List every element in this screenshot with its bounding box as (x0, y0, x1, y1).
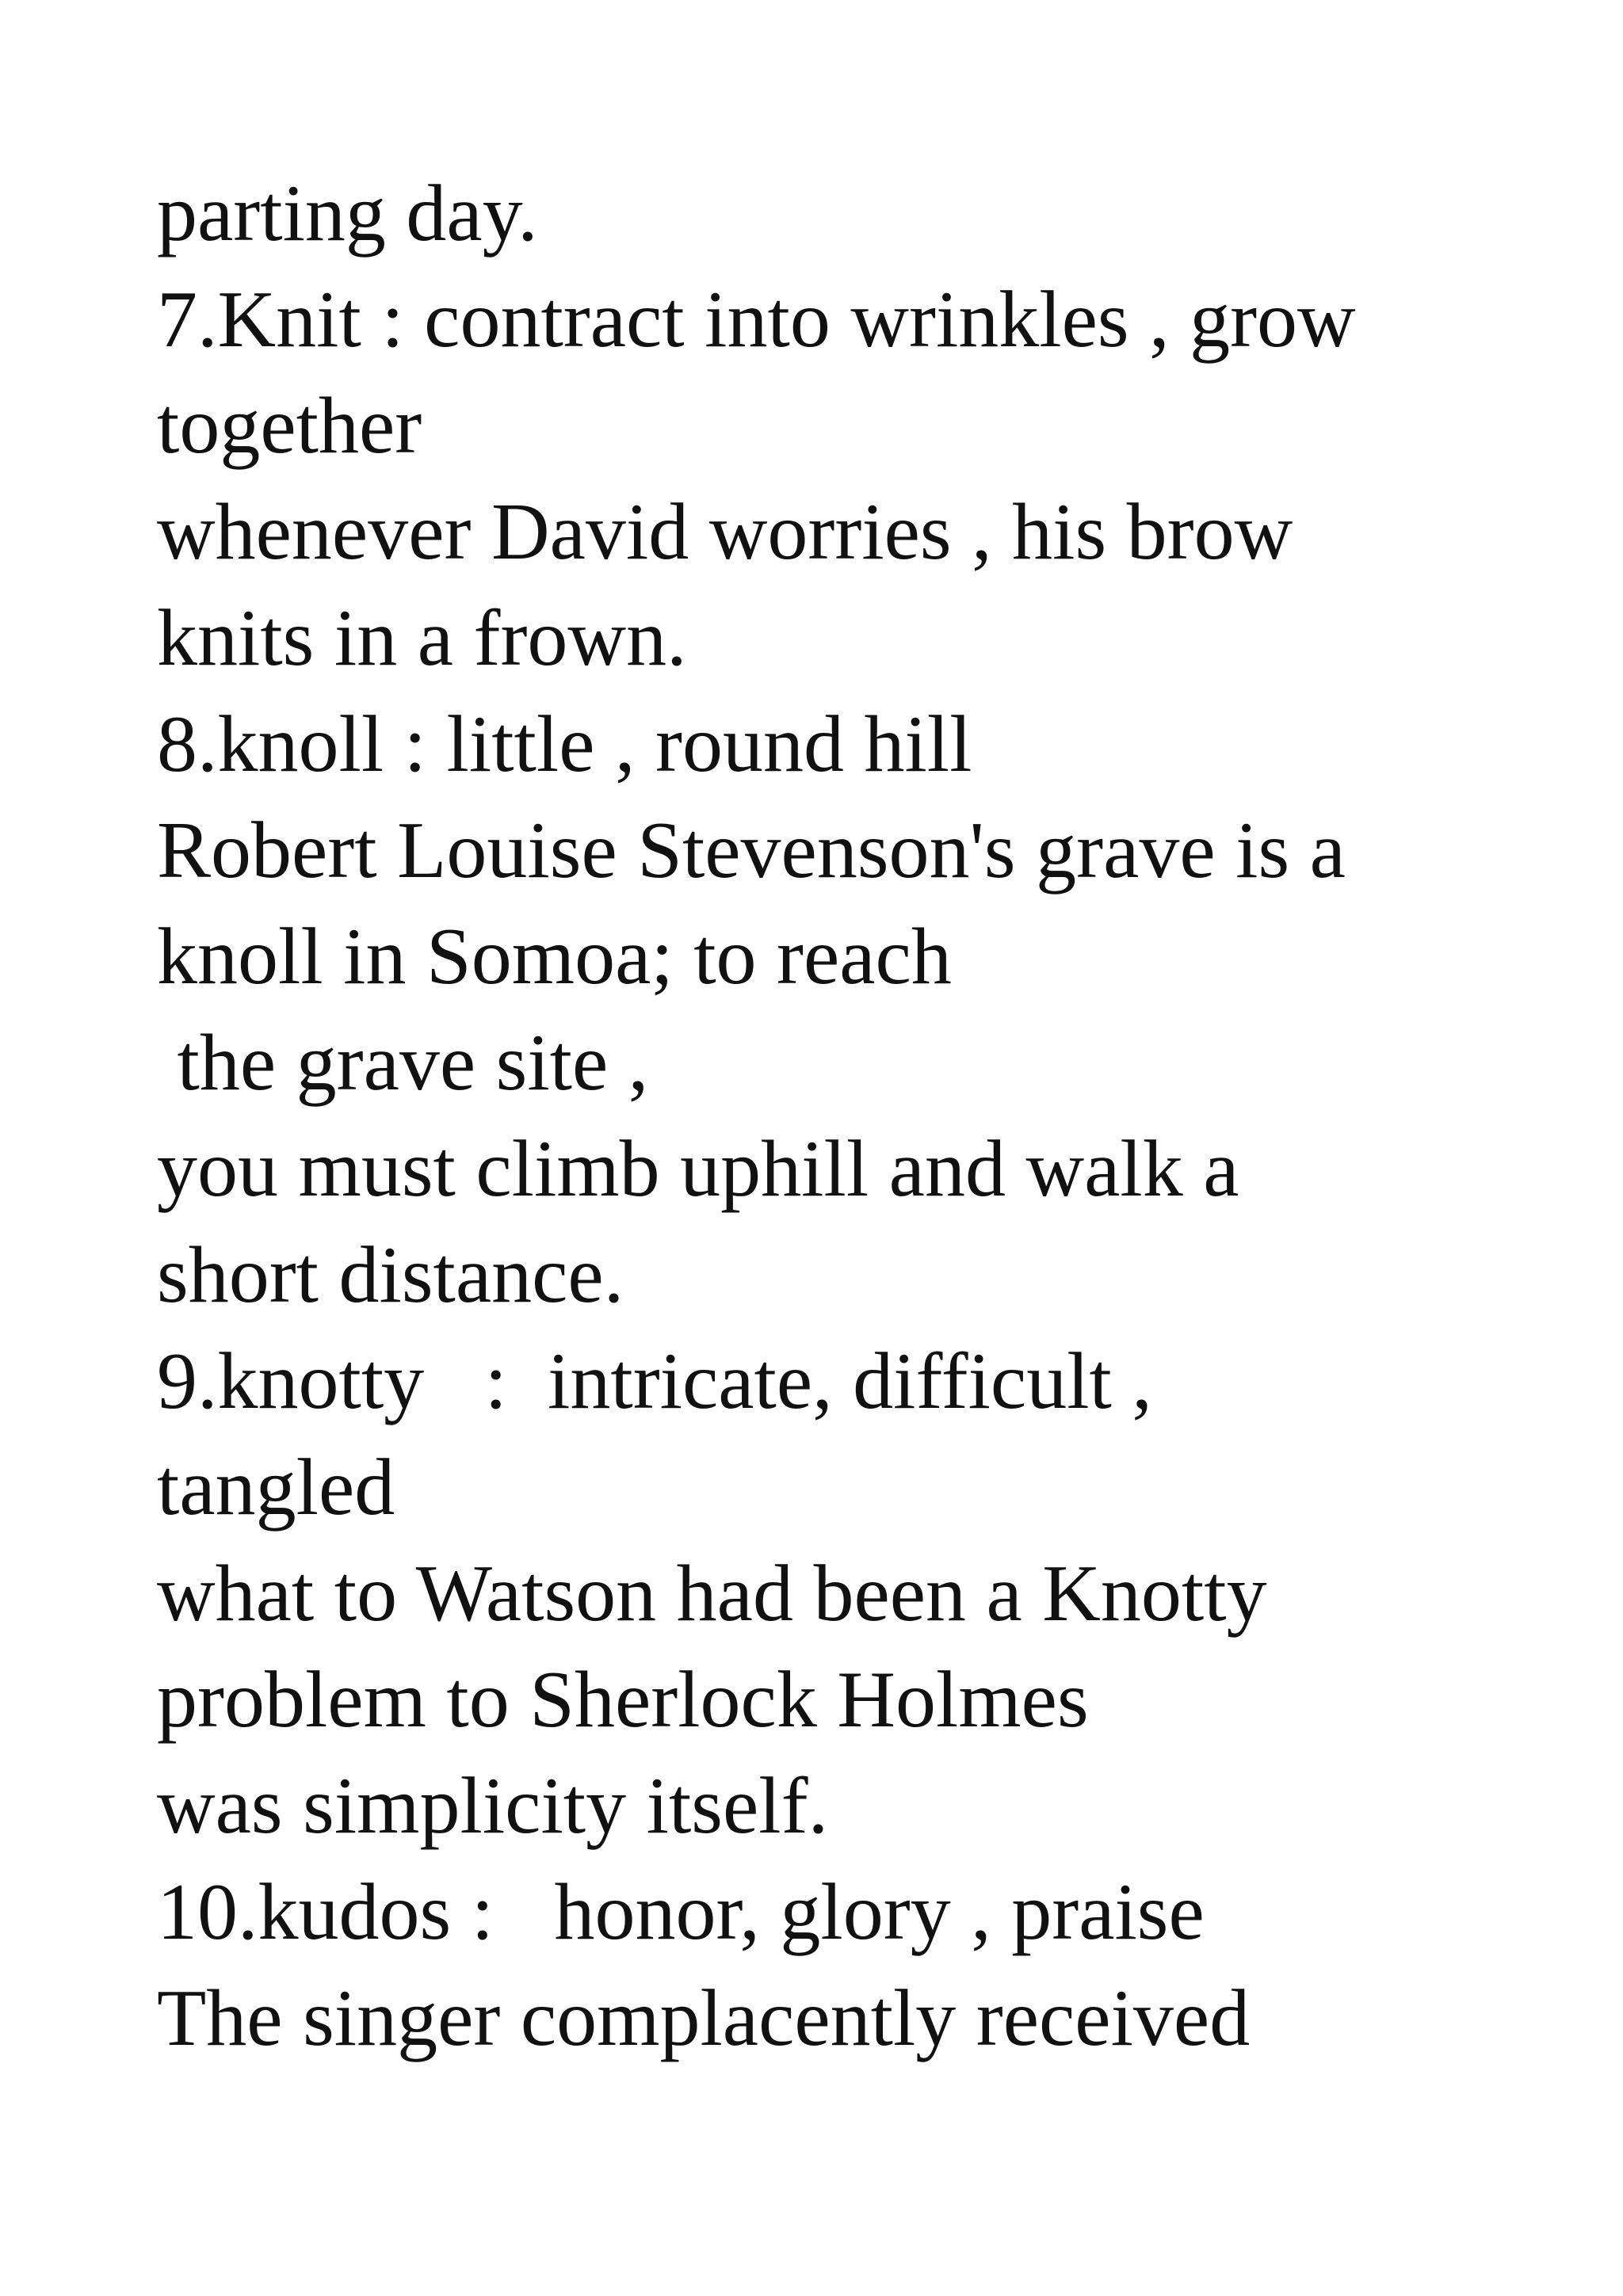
example-sentence: The singer complacently received (157, 1974, 1251, 2063)
example-sentence: what to Watson had been a Knotty (157, 1549, 1267, 1638)
text-line: knoll in Somoa; to reach (157, 912, 952, 1001)
text-line: problem to Sherlock Holmes (157, 1655, 1089, 1745)
text-line: together (157, 381, 422, 471)
entry-heading-knit: 7.Knit : contract into wrinkles , grow (157, 275, 1356, 364)
entry-heading-knotty: 9.knotty : intricate, difficult , (157, 1337, 1152, 1426)
entry-heading-kudos: 10.kudos : honor, glory , praise (157, 1867, 1205, 1957)
example-sentence: whenever David worries , his brow (157, 487, 1293, 577)
text-line: short distance. (157, 1230, 624, 1320)
text-line: tangled (157, 1443, 395, 1532)
document-text (157, 161, 1583, 2072)
text-line: the grave site , (157, 1018, 649, 1108)
example-sentence: Robert Louise Stevenson's grave is a (157, 806, 1346, 895)
text-line: knits in a frown. (157, 593, 687, 683)
text-line: parting day. (157, 169, 538, 258)
text-line: was simplicity itself. (157, 1761, 829, 1851)
text-line: you must climb uphill and walk a (157, 1124, 1239, 1214)
entry-heading-knoll: 8.knoll : little , round hill (157, 700, 972, 789)
